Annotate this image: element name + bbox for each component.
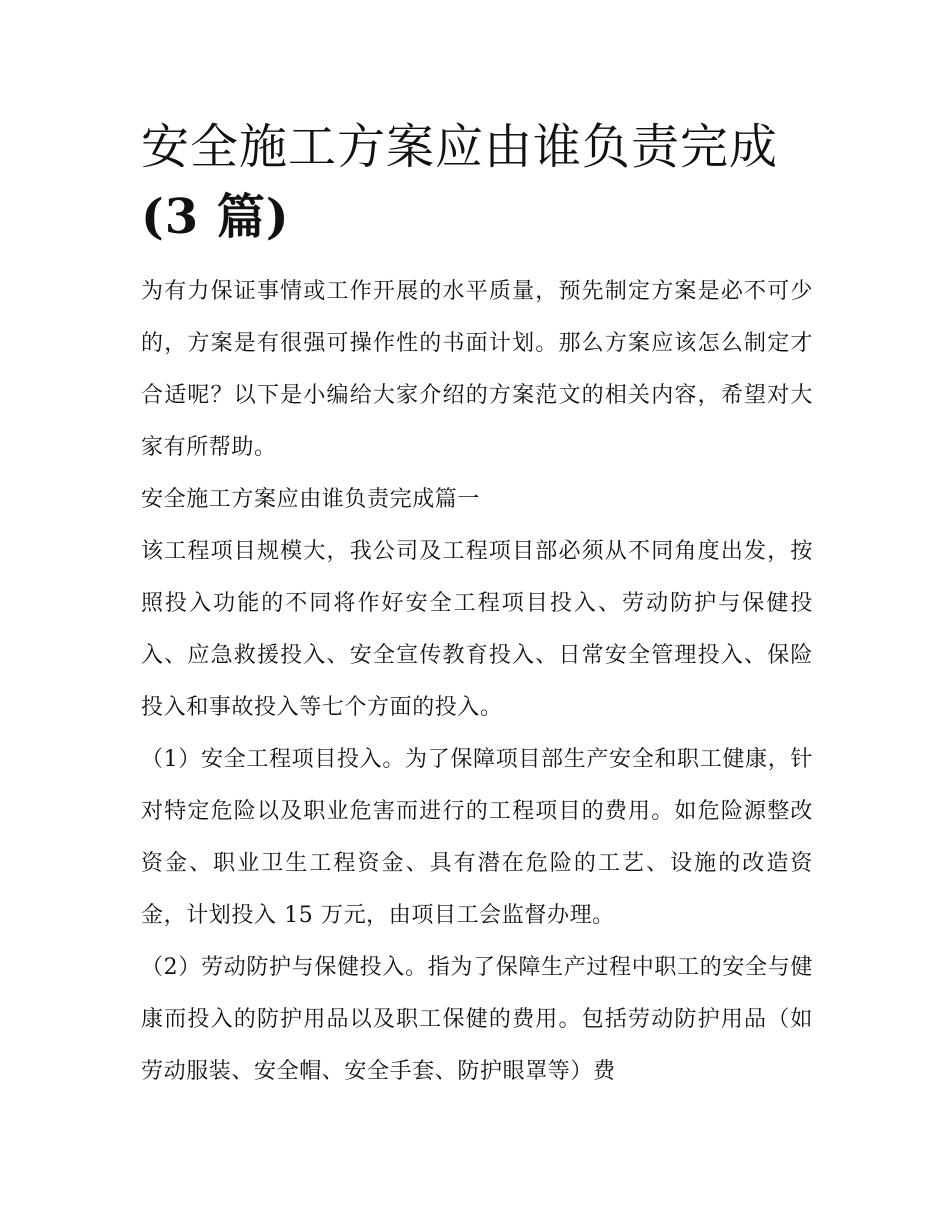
body-paragraph: 该工程项目规模大，我公司及工程项目部必须从不同角度出发，按照投入功能的不同将作好安全工程项目投入、劳动防护与保健投入、应急救援投入、安全宣传教育投入、日常安全管理投入、保险投入和事故投入等七个方面的投入。	[141, 539, 813, 720]
body-paragraph: （2）劳动防护与保健投入。指为了保障生产过程中职工的安全与健康而投入的防护用品以及职工保健的费用。包括劳动防护用品（如劳动服装、安全帽、安全手套、防护眼罩等）费	[141, 955, 813, 1084]
intro-paragraph: 为有力保证事情或工作开展的水平质量，预先制定方案是必不可少的，方案是有很强可操作性的书面计划。那么方案应该怎么制定才合适呢？以下是小编给大家介绍的方案范文的相关内容，希望对大家有所帮助。	[141, 279, 813, 460]
section-heading: 安全施工方案应由谁负责完成篇一	[141, 487, 481, 512]
title-count: (3 篇)	[141, 189, 290, 245]
body-paragraph: （1）安全工程项目投入。为了保障项目部生产安全和职工健康，针对特定危险以及职业危害而进行的工程项目的费用。如危险源整改资金、职业卫生工程资金、具有潜在危险的工艺、设施的改造资金，计划投入 15 万元，由项目工会监督办理。	[141, 747, 813, 928]
document-page	[141, 112, 813, 1098]
title-main: 安全施工方案应由谁负责完成	[141, 119, 779, 175]
document-title	[141, 112, 813, 252]
